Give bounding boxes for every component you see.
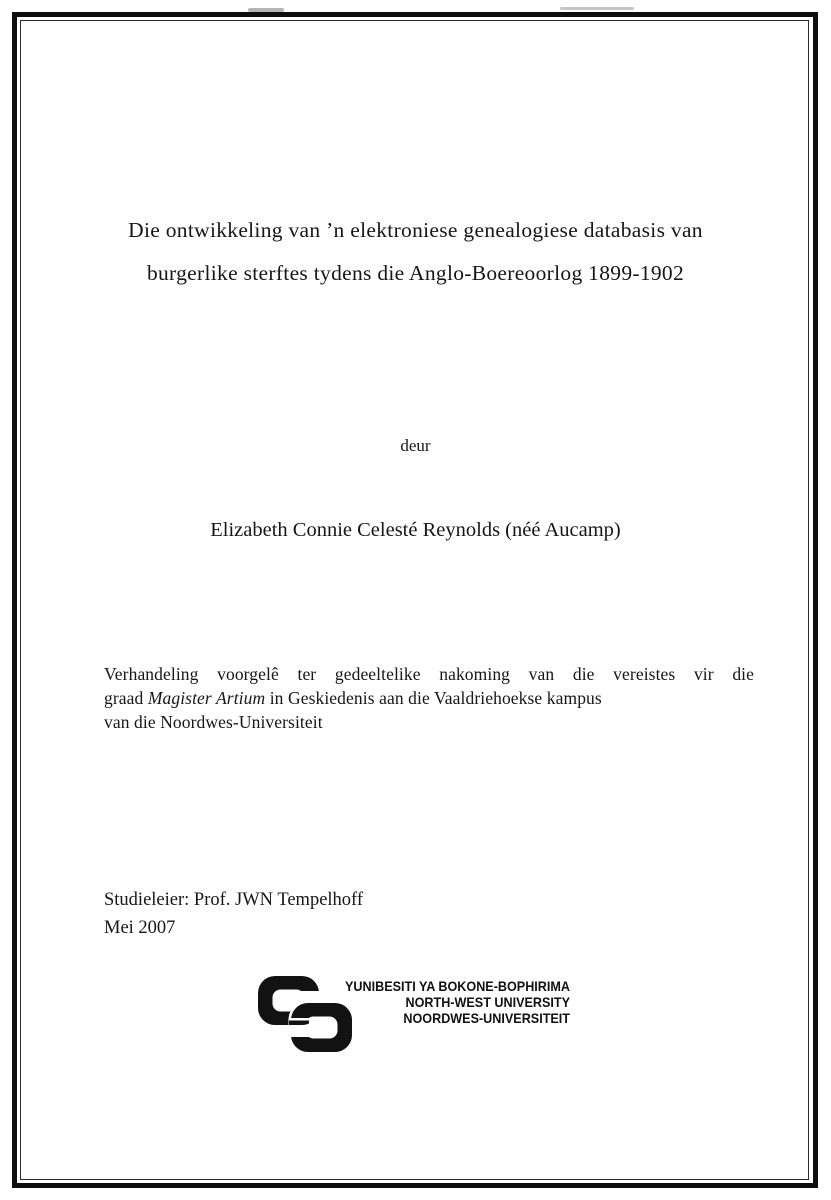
scan-artifact	[248, 8, 284, 12]
thesis-title	[0, 209, 831, 295]
thesis-title-line2: burgerlike sterftes tydens die Anglo-Boereoorlog 1899-1902	[146, 261, 685, 285]
degree-statement-line2	[104, 687, 754, 711]
degree-statement-line2-pre: graad	[104, 687, 148, 708]
author-name: Elizabeth Connie Celesté Reynolds (néé Aucamp)	[210, 519, 621, 541]
byline-deur: deur	[400, 436, 431, 455]
nwu-logo	[258, 974, 578, 1054]
nwu-logo-text	[289, 978, 570, 1027]
nwu-logo-line2: NORTH-WEST UNIVERSITY	[405, 994, 570, 1011]
nwu-logo-line3: NOORDWES-UNIVERSITEIT	[403, 1010, 570, 1027]
supervisor-block	[104, 887, 363, 942]
degree-statement-line3: van die Noordwes-Universiteit	[104, 711, 323, 732]
scan-artifact	[560, 7, 634, 10]
degree-statement-line1: Verhandeling voorgelê ter gedeeltelike nakoming van die vereistes vir die	[104, 664, 754, 684]
supervisor-line: Studieleier: Prof. JWN Tempelhoff	[104, 890, 364, 910]
degree-statement	[104, 663, 754, 734]
nwu-logo-line1: YUNIBESITI YA BOKONE-BOPHIRIMA	[345, 978, 570, 994]
thesis-title-line1: Die ontwikkeling van ’n elektroniese genealogiese databasis van	[128, 218, 703, 242]
date-line: Mei 2007	[104, 917, 176, 938]
degree-statement-line2-post: in Geskiedenis aan die Vaaldriehoekse kampus	[265, 687, 602, 708]
degree-name-italic: Magister Artium	[147, 687, 266, 708]
